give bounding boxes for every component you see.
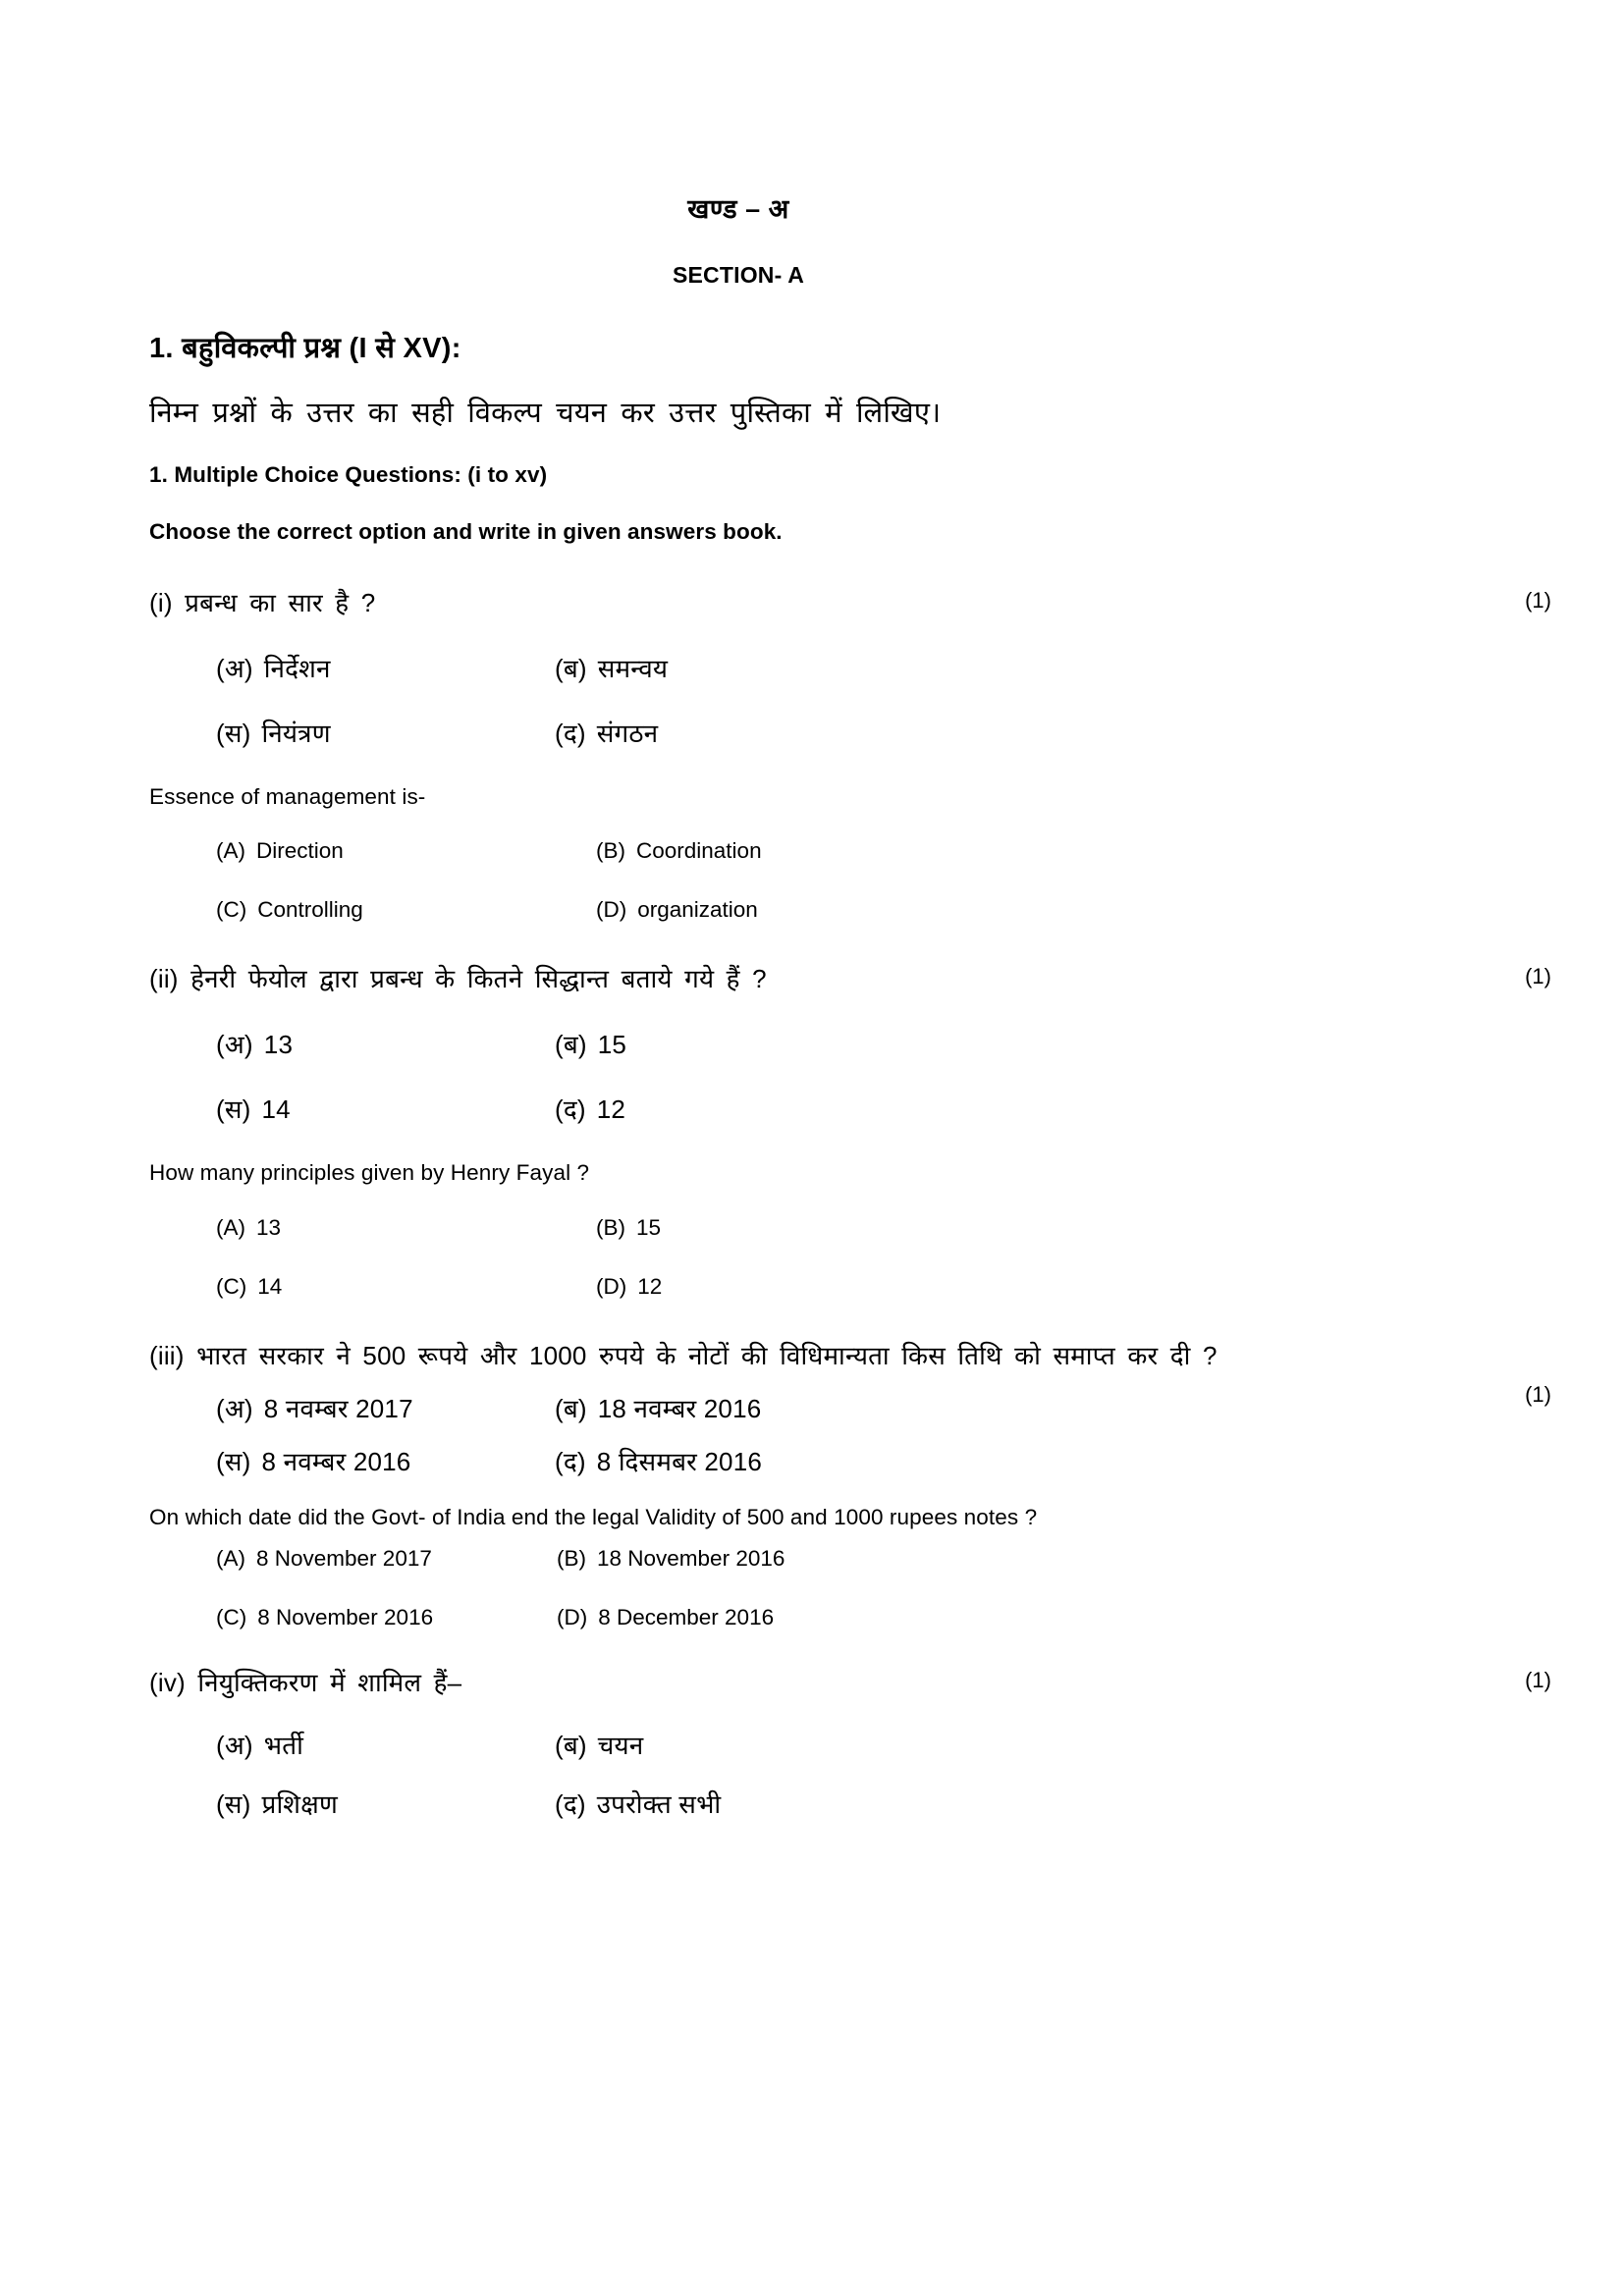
option-row [216, 1274, 1416, 1300]
mcq-heading-english: 1. Multiple Choice Questions: (i to xv) [149, 462, 548, 488]
question-marks: (1) [1525, 588, 1551, 614]
option-label: (अ) [216, 1394, 253, 1424]
question-body-hindi: नियुक्तिकरण में शामिल हैं– [197, 1667, 462, 1697]
option-label: (ब) [555, 1394, 587, 1424]
option-row [216, 1215, 1416, 1241]
option-label: (C) [216, 897, 247, 923]
question-text-hindi [149, 1337, 1261, 1374]
section-heading-english: SECTION- A [672, 262, 805, 289]
option-label: (A) [216, 1545, 245, 1571]
option-label: (द) [555, 1094, 586, 1124]
question-block [149, 584, 1551, 923]
option-label: (ब) [555, 1731, 587, 1761]
options-hindi [149, 1390, 1416, 1478]
option-label: (C) [216, 1273, 247, 1299]
option-label: (स) [216, 1094, 251, 1124]
question-body-hindi: प्रबन्ध का सार है ? [185, 588, 376, 618]
option-item[interactable] [555, 1390, 761, 1425]
question-marks: (1) [1525, 964, 1551, 989]
option-text: उपरोक्त सभी [596, 1789, 722, 1820]
option-text: 8 November 2016 [257, 1604, 434, 1629]
option-label: (स) [216, 718, 251, 748]
question-marks: (1) [1525, 1667, 1551, 1692]
option-label: (A) [216, 1214, 245, 1240]
question-body-hindi: भारत सरकार ने 500 रूपये और 1000 रुपये के नोटों की विधिमान्यता किस तिथि को समाप्त कर दी ? [196, 1340, 1218, 1370]
option-label: (C) [216, 1604, 247, 1629]
option-item[interactable] [216, 1274, 596, 1300]
option-item[interactable] [555, 1443, 762, 1478]
options-hindi [149, 650, 1416, 750]
option-label: (D) [596, 897, 627, 923]
option-row [216, 1546, 1416, 1572]
option-label: (B) [596, 1214, 625, 1240]
option-item[interactable] [216, 1215, 596, 1241]
option-text: 8 November 2017 [256, 1545, 432, 1571]
option-item[interactable] [555, 715, 658, 750]
option-text: समन्वय [597, 653, 669, 683]
option-item[interactable] [555, 1026, 626, 1061]
option-text: organization [637, 897, 758, 923]
option-label: (अ) [216, 1029, 253, 1059]
option-text: 14 [261, 1094, 291, 1124]
option-row [216, 1091, 1416, 1126]
option-row [216, 1727, 1416, 1762]
option-text: निर्देशन [263, 653, 331, 683]
option-item[interactable] [216, 1727, 555, 1762]
option-item[interactable] [555, 1091, 625, 1126]
option-text: 18 November 2016 [597, 1545, 785, 1571]
option-label: (ब) [555, 1029, 587, 1059]
question-number-hindi: (ii) [149, 964, 179, 994]
option-text: चयन [597, 1731, 644, 1761]
option-item[interactable] [216, 1786, 555, 1821]
option-text: Controlling [257, 897, 363, 923]
question-number-hindi: (i) [149, 588, 173, 618]
option-item[interactable] [216, 1091, 555, 1126]
option-label: (ब) [555, 653, 587, 683]
option-row [216, 1605, 1416, 1630]
options-english [149, 1215, 1416, 1300]
option-row [216, 715, 1416, 750]
option-text: 8 December 2016 [598, 1604, 775, 1629]
option-text: नियंत्रण [261, 718, 331, 748]
option-text: 14 [257, 1273, 283, 1299]
option-item[interactable] [216, 715, 555, 750]
question-block [149, 960, 1551, 1299]
options-english [149, 1546, 1416, 1630]
question-block [149, 1337, 1551, 1630]
option-label: (अ) [216, 653, 253, 683]
option-text: 18 नवम्बर 2016 [597, 1394, 762, 1424]
option-item[interactable] [216, 1546, 557, 1572]
option-item[interactable] [596, 1274, 662, 1300]
question-text-english: On which date did the Govt- of India end the legal Validity of 500 and 1000 rupees notes ? [149, 1505, 1038, 1530]
option-label: (D) [596, 1273, 627, 1299]
option-item[interactable] [555, 1727, 643, 1762]
question-text-hindi [149, 960, 1249, 997]
option-item[interactable] [216, 1026, 555, 1061]
option-row [216, 1443, 1416, 1478]
question-number-hindi: (iii) [149, 1340, 185, 1370]
option-text: 15 [597, 1029, 627, 1059]
option-text: 8 नवम्बर 2017 [263, 1394, 413, 1424]
mcq-instruction-hindi: निम्न प्रश्नों के उत्तर का सही विकल्प चयन कर उत्तर पुस्तिका में लिखिए। [149, 398, 942, 430]
option-item[interactable] [216, 1605, 557, 1630]
options-english [149, 838, 1416, 923]
option-text: 8 दिसमबर 2016 [596, 1447, 763, 1477]
option-item[interactable] [216, 838, 596, 864]
question-text-english: Essence of management is- [149, 783, 426, 809]
question-text-hindi [149, 1664, 1249, 1701]
option-item[interactable] [555, 1786, 721, 1821]
option-row [216, 650, 1416, 685]
option-row [216, 1390, 1416, 1425]
option-text: भर्ती [263, 1731, 304, 1761]
option-row [216, 838, 1416, 864]
option-item[interactable] [557, 1546, 785, 1572]
option-label: (A) [216, 838, 245, 864]
option-text: 13 [263, 1029, 294, 1059]
option-label: (D) [557, 1604, 588, 1629]
option-text: 15 [636, 1214, 662, 1240]
option-item[interactable] [596, 838, 762, 864]
option-label: (द) [555, 1447, 586, 1477]
mcq-instruction-english: Choose the correct option and write in given answers book. [149, 519, 783, 545]
options-hindi [149, 1727, 1416, 1821]
option-item[interactable] [555, 650, 668, 685]
option-row [216, 1786, 1416, 1821]
option-label: (B) [557, 1545, 586, 1571]
option-label: (अ) [216, 1731, 253, 1761]
question-text-english: How many principles given by Henry Fayal ? [149, 1159, 590, 1185]
question-marks: (1) [1525, 1381, 1551, 1407]
option-text: Coordination [636, 838, 762, 864]
mcq-heading-hindi: 1. बहुविकल्पी प्रश्न (I से XV): [149, 333, 461, 365]
option-text: संगठन [596, 718, 659, 748]
question-number-hindi: (iv) [149, 1667, 186, 1697]
option-text: 12 [596, 1094, 626, 1124]
section-heading-hindi: खण्ड – अ [687, 194, 789, 224]
page-content [149, 0, 1551, 1821]
option-item[interactable] [557, 1605, 774, 1630]
option-label: (B) [596, 838, 625, 864]
option-row [216, 1026, 1416, 1061]
option-item[interactable] [216, 650, 555, 685]
option-label: (स) [216, 1789, 251, 1820]
option-item[interactable] [216, 1443, 555, 1478]
option-label: (द) [555, 1789, 586, 1820]
option-item[interactable] [216, 1390, 555, 1425]
option-item[interactable] [216, 897, 596, 923]
option-text: 8 नवम्बर 2016 [261, 1447, 411, 1477]
question-body-hindi: हेनरी फेयोल द्वारा प्रबन्ध के कितने सिद्धान्त बताये गये हैं ? [190, 964, 767, 994]
option-text: प्रशिक्षण [261, 1789, 338, 1820]
question-block [149, 1664, 1551, 1821]
option-label: (द) [555, 718, 586, 748]
option-text: 13 [256, 1214, 282, 1240]
option-row [216, 897, 1416, 923]
option-text: Direction [256, 838, 344, 864]
question-text-hindi [149, 584, 1249, 621]
option-item[interactable] [596, 1215, 661, 1241]
option-label: (स) [216, 1447, 251, 1477]
options-hindi [149, 1026, 1416, 1126]
option-item[interactable] [596, 897, 758, 923]
option-text: 12 [637, 1273, 663, 1299]
